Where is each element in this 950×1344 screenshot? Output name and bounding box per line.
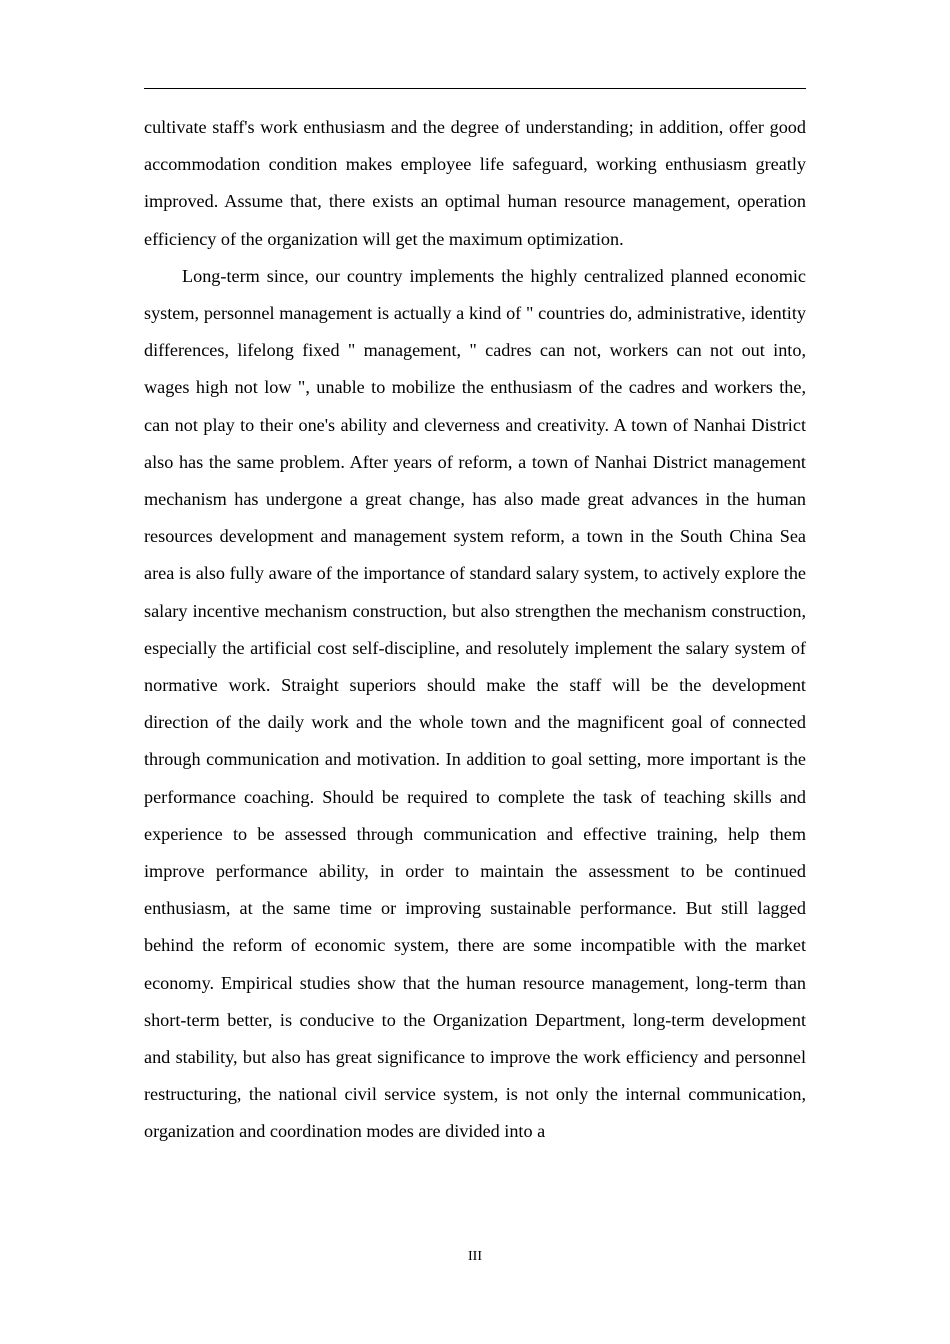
- body-text: [144, 109, 806, 1151]
- paragraph-continuation: cultivate staff's work enthusiasm and the degree of understanding; in addition, offer good accommodation condition makes employee life safeguard, working enthusiasm greatly improved. Assume that, there exists an optimal human resource management, operation efficiency of the organization will get the maximum optimization.: [144, 117, 806, 249]
- page-number: III: [468, 1249, 482, 1264]
- header-rule: [144, 88, 806, 89]
- paragraph-main: Long-term since, our country implements the highly centralized planned economic system, personnel management is actually a kind of " countries do, administrative, identity differences, lifelong fixed " management, " cadres can not, workers can not out into, wages high not low ", unable to mobilize the enthusiasm of the cadres and workers the, can not play to their one's ability and cleverness and creativity. A town of Nanhai District also has the same problem. After years of reform, a town of Nanhai District management mechanism has undergone a great change, has also made great advances in the human resources development and management system reform, a town in the South China Sea area is also fully aware of the importance of standard salary system, to actively explore the salary incentive mechanism construction, but also strengthen the mechanism construction, especially the artificial cost self-discipline, and resolutely implement the salary system of normative work. Straight superiors should make the staff will be the development direction of the daily work and the whole town and the magnificent goal of connected through communication and motivation. In addition to goal setting, more important is the performance coaching. Should be required to complete the task of teaching skills and experience to be assessed through communication and effective training, help them improve performance ability, in order to maintain the assessment to be continued enthusiasm, at the same time or improving sustainable performance. But still lagged behind the reform of economic system, there are some incompatible with the market economy. Empirical studies show that the human resource management, long-term than short-term better, is conducive to the Organization Department, long-term development and stability, but also has great significance to improve the work efficiency and personnel restructuring, the national civil service system, is not only the internal communication, organization and coordination modes are divided into a: [144, 265, 806, 1142]
